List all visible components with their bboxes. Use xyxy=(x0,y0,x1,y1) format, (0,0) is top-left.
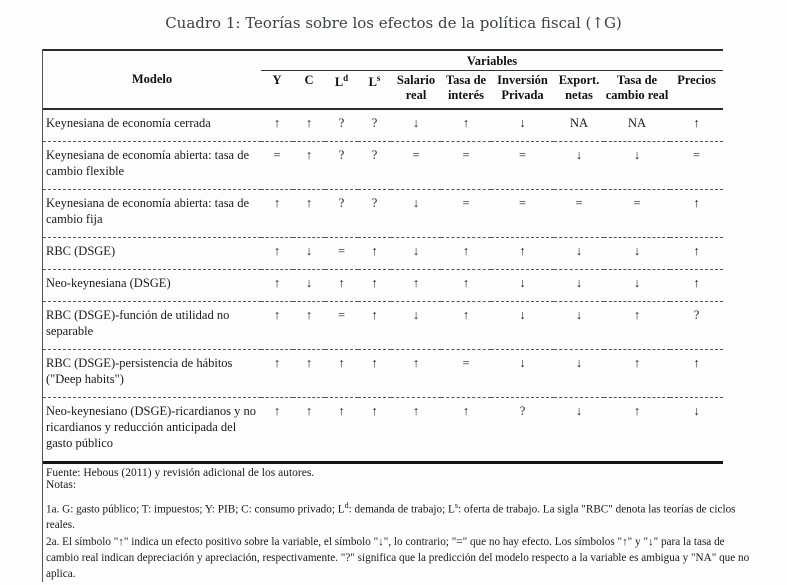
note-1a-text: : demanda de trabajo; L xyxy=(348,503,455,516)
table-caption: Cuadro 1: Teorías sobre los efectos de la política fiscal (↑G) xyxy=(165,14,622,32)
effect-value: ↓ xyxy=(604,141,670,189)
note-1a-sup-d: d xyxy=(344,500,349,510)
effect-value: ↓ xyxy=(554,237,604,269)
column-header-label: Inversión Privada xyxy=(497,73,548,103)
effect-value: ↓ xyxy=(554,349,604,397)
table-row xyxy=(43,189,723,237)
effect-value: ? xyxy=(325,189,358,237)
column-header-y xyxy=(261,71,293,109)
column-header-label: Export. netas xyxy=(558,73,600,103)
source-note: Fuente: Hebous (2011) y revisión adicional de los autores. xyxy=(46,466,315,479)
column-header-ld xyxy=(325,71,358,109)
effect-value: ↓ xyxy=(693,403,700,418)
model-name: Neo-keynesiana (DSGE) xyxy=(43,269,261,301)
effect-value: ↑ xyxy=(261,237,293,269)
effect-value: = xyxy=(491,141,554,189)
fiscal-effects-table xyxy=(43,49,723,464)
effect-value: ↓ xyxy=(554,141,604,189)
effect-value: ↓ xyxy=(554,301,604,349)
column-header-salario-real xyxy=(391,71,441,109)
effect-value: ↓ xyxy=(391,189,441,237)
effect-value: = xyxy=(604,189,670,237)
effect-value: ? xyxy=(358,109,391,142)
effect-value: = xyxy=(441,141,491,189)
variables-group-header: Variables xyxy=(261,50,723,71)
effect-value: NA xyxy=(554,109,604,142)
effect-value: ↑ xyxy=(305,403,313,418)
effect-value: ↑ xyxy=(273,403,281,418)
model-name: Keynesiana de economía cerrada xyxy=(43,109,261,142)
column-header-superscript: s xyxy=(376,73,381,83)
note-2a: 2a. El símbolo "↑" indica un efecto positivo sobre la variable, el símbolo "↓", lo contrario; "=" que no hay efecto. Los símbolos "↑" y "↓" para la tasa de cambio real indican depreciación y apreciación, respectivamente. "?" significa que la predicción del modelo respecto a la variable es ambigua y "NA" que no aplica. xyxy=(46,535,750,581)
effect-value: ↑ xyxy=(391,269,441,301)
column-header-c xyxy=(293,71,325,109)
effect-value: = xyxy=(261,141,293,189)
effect-value: ↑ xyxy=(670,237,723,269)
effect-value: ↓ xyxy=(604,269,670,301)
column-header-tasa-de-inter-s xyxy=(441,71,491,109)
effect-value: ↑ xyxy=(670,109,723,142)
model-name: RBC (DSGE) xyxy=(43,237,261,269)
effect-value: ↑ xyxy=(358,237,391,269)
effect-value: ? xyxy=(358,189,391,237)
effect-value: ↑ xyxy=(338,403,345,418)
effect-value: ↑ xyxy=(604,301,670,349)
note-1a-sup-s: s xyxy=(454,500,458,510)
effect-value: ? xyxy=(519,403,526,418)
effect-value: ? xyxy=(358,141,391,189)
model-name: RBC (DSGE)-función de utilidad no separable xyxy=(43,301,261,349)
note-1a xyxy=(46,500,758,534)
effect-value: = xyxy=(441,189,491,237)
effect-value: ↑ xyxy=(293,189,325,237)
effect-value: ↑ xyxy=(391,349,441,397)
effect-value: = xyxy=(491,189,554,237)
table-row xyxy=(43,237,723,269)
effect-value: ↑ xyxy=(441,237,491,269)
effect-value: ? xyxy=(670,301,723,349)
effect-value: ↓ xyxy=(293,269,325,301)
column-header-label: L xyxy=(368,75,377,90)
effect-value: ↓ xyxy=(293,237,325,269)
table-row xyxy=(43,141,723,189)
note-1a-text: 1a. G: gasto público; T: impuestos; Y: PIB; C: consumo privado; L xyxy=(46,503,345,516)
column-header-ls xyxy=(358,71,391,109)
effect-value: = xyxy=(554,189,604,237)
table-row xyxy=(43,397,723,462)
effect-value: ? xyxy=(325,109,358,142)
effect-value: ↑ xyxy=(325,269,358,301)
column-header-tasa-de-cambio-real xyxy=(604,71,670,109)
column-header-precios xyxy=(670,71,723,109)
effect-value: ↑ xyxy=(358,269,391,301)
effect-value: ↓ xyxy=(491,269,554,301)
effect-value: ↑ xyxy=(358,301,391,349)
effect-value: ↑ xyxy=(491,237,554,269)
effect-value: ↑ xyxy=(358,349,391,397)
effect-value: ↑ xyxy=(325,349,358,397)
effect-value: ↑ xyxy=(261,349,293,397)
effect-value: ↑ xyxy=(441,269,491,301)
model-name: RBC (DSGE)-persistencia de hábitos ("Deep habits") xyxy=(43,349,261,397)
table-row xyxy=(43,301,723,349)
effect-value: ↑ xyxy=(261,189,293,237)
column-header-label: Salario real xyxy=(396,73,436,103)
note-1a-text: : oferta de trabajo. La sigla "RBC" denota las teorías de ciclos reales. xyxy=(46,503,736,532)
effect-value: ↑ xyxy=(293,301,325,349)
table-footer xyxy=(43,464,758,583)
effect-value: ↓ xyxy=(391,109,441,142)
column-header-label: Precios xyxy=(677,73,716,87)
notes-label: Notas: xyxy=(46,478,77,491)
column-header-label: Y xyxy=(272,73,282,87)
column-header-label: L xyxy=(334,75,344,90)
effect-value: ↓ xyxy=(391,237,441,269)
effect-value: ↑ xyxy=(261,269,293,301)
column-header-inversi-n-privada xyxy=(491,71,554,109)
effect-value: ↑ xyxy=(293,109,325,142)
table-body xyxy=(43,109,723,463)
model-name: Keynesiana de economía abierta: tasa de cambio flexible xyxy=(43,141,261,189)
effect-value: = xyxy=(325,237,358,269)
model-name: Keynesiana de economía abierta: tasa de cambio fija xyxy=(43,189,261,237)
effect-value: = xyxy=(441,349,491,397)
effect-value: ↑ xyxy=(412,403,420,418)
effect-value: ↓ xyxy=(575,403,583,418)
table-row xyxy=(43,269,723,301)
model-name: Neo-keynesiano (DSGE)-ricardianos y no ricardianos y reducción anticipada del gasto público xyxy=(46,403,257,450)
effect-value: ↑ xyxy=(261,109,293,142)
effect-value: ↑ xyxy=(441,109,491,142)
effect-value: NA xyxy=(604,109,670,142)
effect-value: ↑ xyxy=(261,301,293,349)
column-header-label: Tasa de interés xyxy=(445,73,487,103)
effect-value: ↑ xyxy=(670,189,723,237)
effect-value: ↑ xyxy=(670,269,723,301)
effect-value: ↓ xyxy=(491,109,554,142)
effect-value: ↓ xyxy=(491,301,554,349)
effect-value: ↓ xyxy=(554,269,604,301)
column-header-superscript: d xyxy=(343,73,349,83)
table-container xyxy=(42,49,759,582)
table-row xyxy=(43,109,723,142)
effect-value: ↓ xyxy=(491,349,554,397)
column-header-modelo: Modelo xyxy=(43,50,261,109)
table-row xyxy=(43,349,723,397)
effect-value: ↑ xyxy=(462,403,470,418)
table-head xyxy=(43,50,723,109)
effect-value: ↓ xyxy=(604,237,670,269)
column-header-export-netas xyxy=(554,71,604,109)
effect-value: = xyxy=(670,141,723,189)
effect-value: ↑ xyxy=(293,141,325,189)
effect-value: ↑ xyxy=(604,349,670,397)
column-header-label: Tasa de cambio real xyxy=(605,73,669,103)
effect-value: ↑ xyxy=(633,403,641,418)
effect-value: = xyxy=(325,301,358,349)
effect-value: = xyxy=(391,141,441,189)
effect-value: ↑ xyxy=(293,349,325,397)
variables-header-row xyxy=(43,50,723,71)
effect-value: ↑ xyxy=(670,349,723,397)
effect-value: ↓ xyxy=(391,301,441,349)
effect-value: ↑ xyxy=(441,301,491,349)
column-header-label: C xyxy=(304,73,314,87)
effect-value: ↑ xyxy=(371,403,378,418)
effect-value: ? xyxy=(325,141,358,189)
